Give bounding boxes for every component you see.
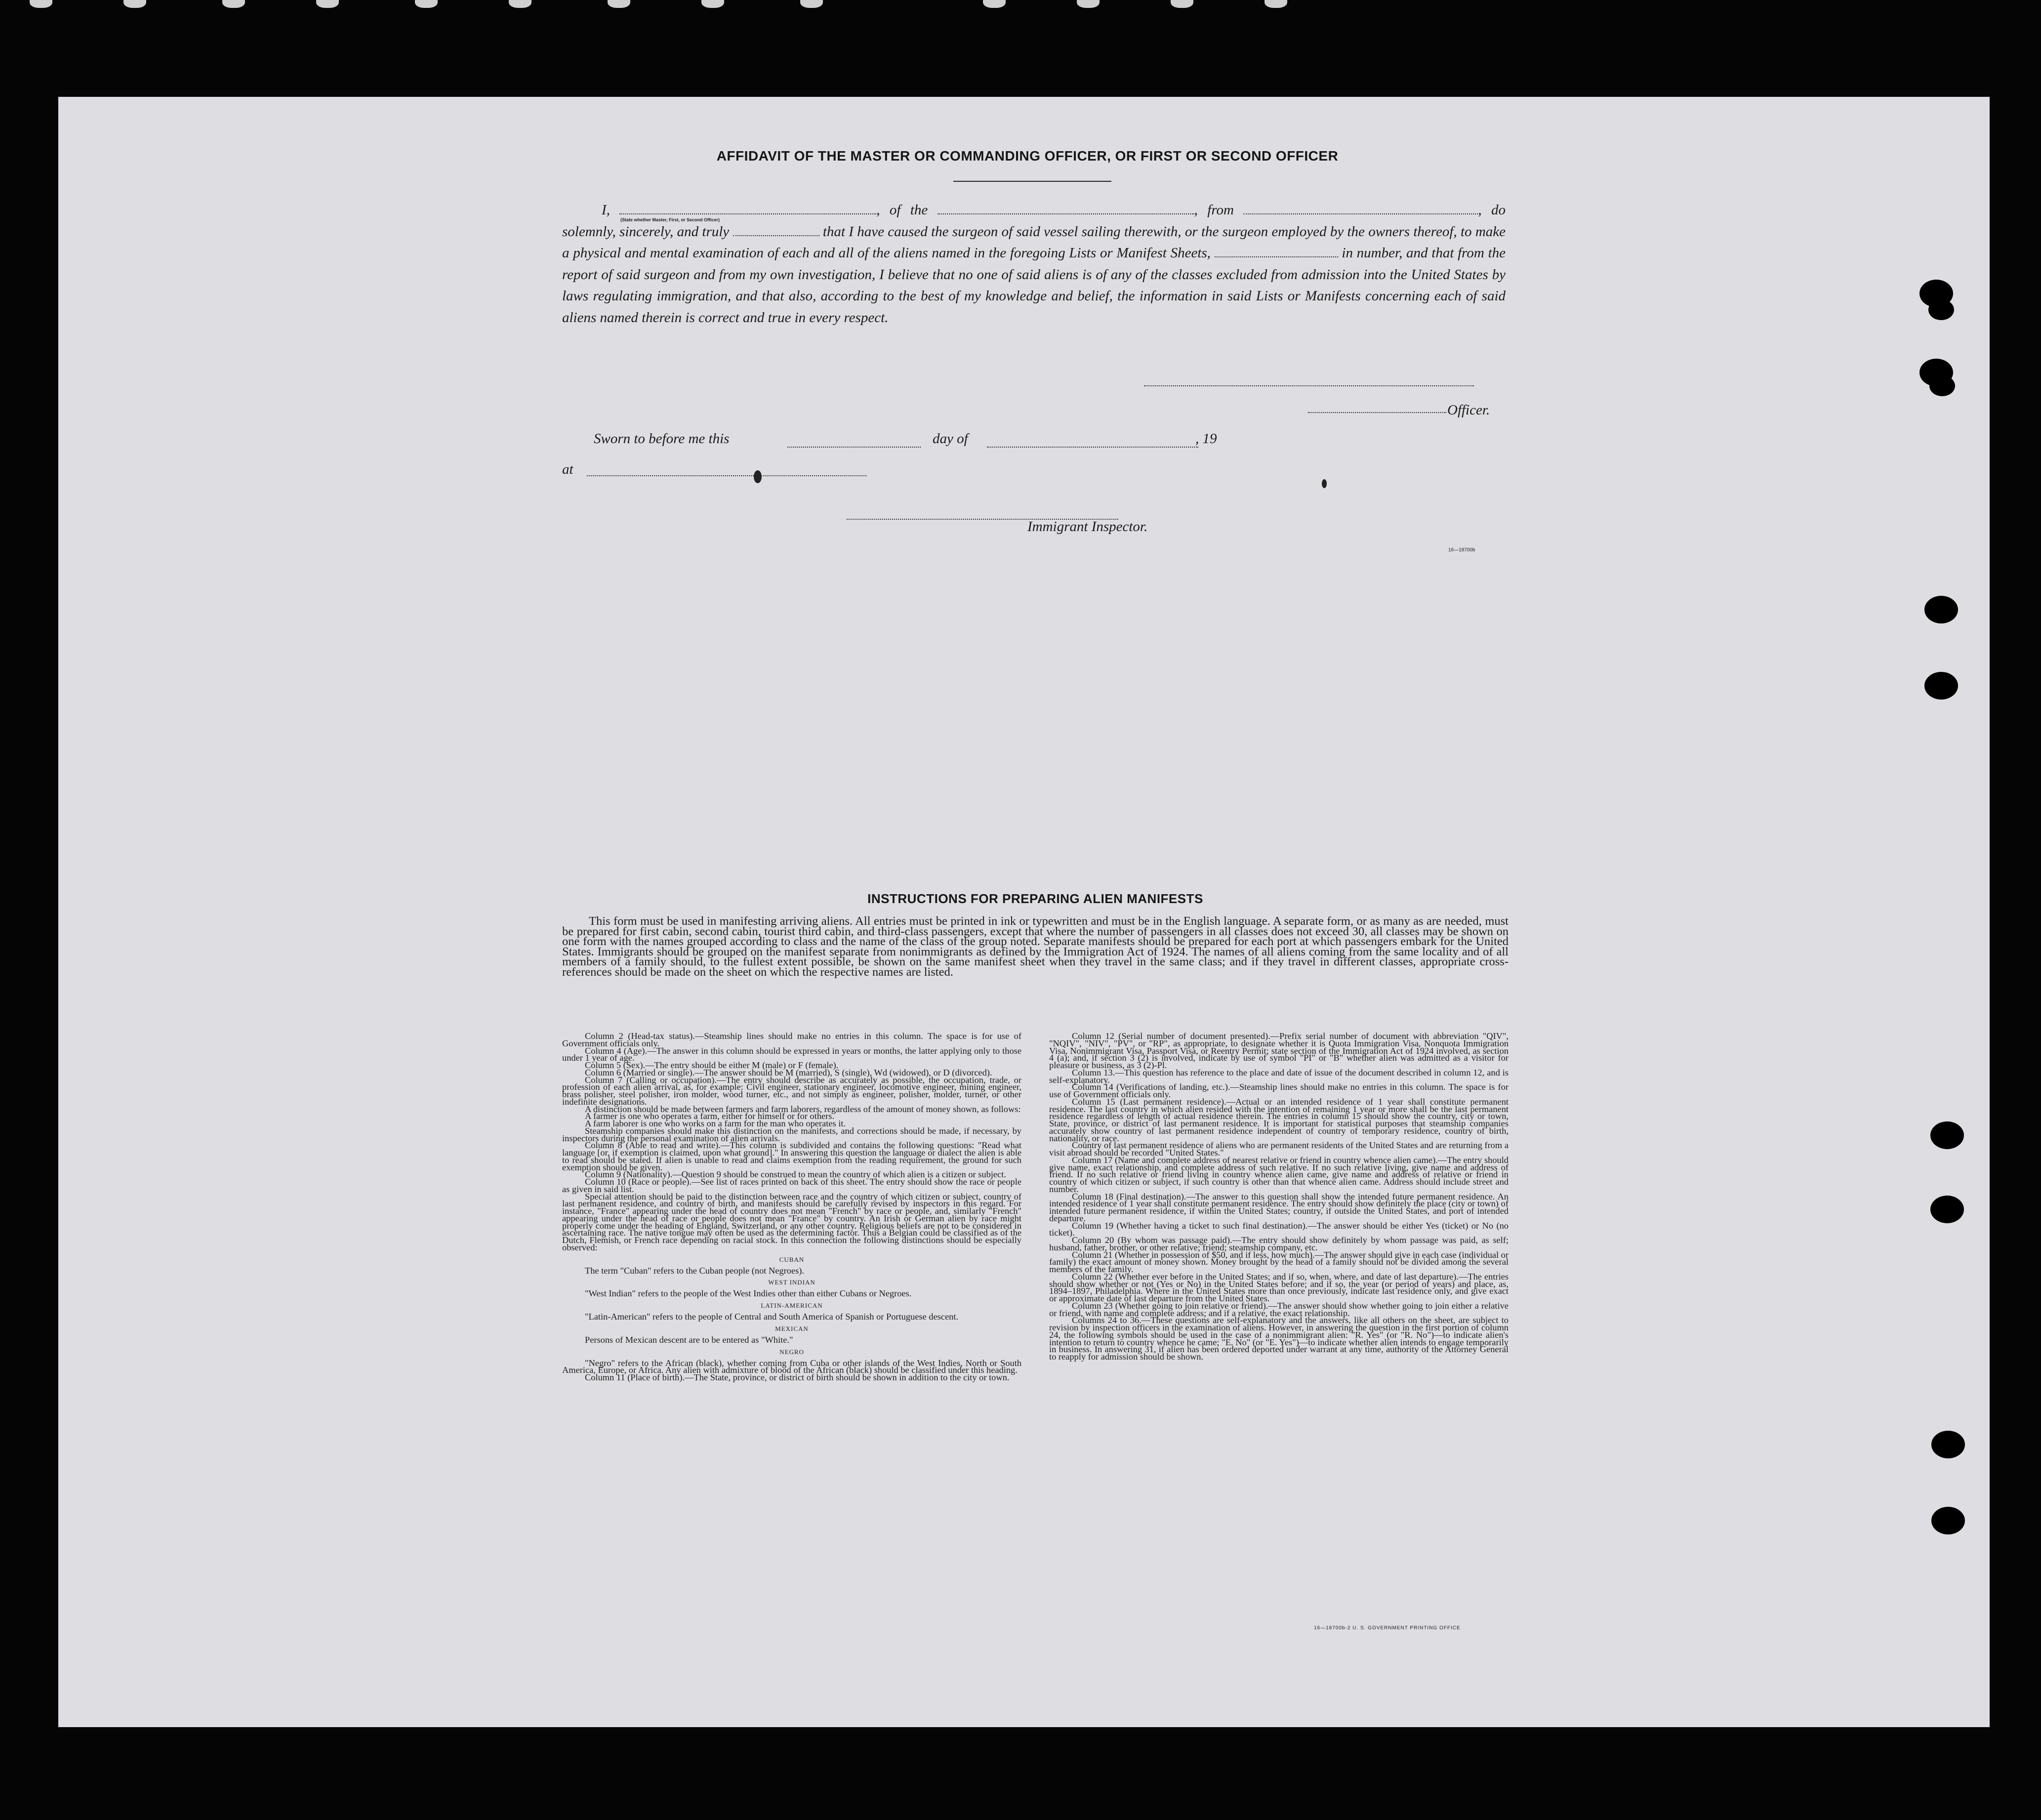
affidavit-title: AFFIDAVIT OF THE MASTER OR COMMANDING OFFICER, OR FIRST OR SECOND OFFICER [716, 148, 1339, 164]
inspector-label: Immigrant Inspector. [1027, 519, 1148, 535]
affidavit-from: , from [1194, 202, 1234, 218]
right-para: Column 18 (Final destination).—The answer to this question shall show the intended future permanent residence. An intended residence of 1 year shall constitute permanent residence. The entry should show definitely the place (city or town) of intended future permanent residence, if within the United States; country, if outside the United States, and port of intended departure. [1049, 1191, 1509, 1223]
left-para: Column 9 (Nationality).—Question 9 should be construed to mean the country of which alien is a citizen or subject. [585, 1169, 1006, 1180]
left-para: A farm laborer is one who works on a farm for the man who operates it. [585, 1118, 846, 1128]
officer-rank-note: (State whether Master, First, or Second Officer) [620, 217, 720, 222]
right-para: Column 19 (Whether having a ticket to such final destination).—The answer should be either Yes (ticket) or No (no ticket). [1049, 1220, 1509, 1238]
form-number: 16—18700b [1448, 547, 1475, 553]
right-para: Columns 24 to 36.—These questions are self-explanatory and the answers, like all others on the sheet, are subject to revision by inspection officers in the examination of aliens. However, in answering the question in the first portion of column 24, the following symbols should be used in the case of a nonimmigrant alien: "R. Yes" (or "R. No")—to indicate alien's intention to return to country whence he came; "E. No" (or "E. Yes")—to indicate whether alien intends to engage temporarily in business. In answering 31, if alien has been ordered deported under warrant at any time, authority of the Attorney General to reapply for admission should be shown. [1049, 1315, 1509, 1362]
instructions-title: INSTRUCTIONS FOR PREPARING ALIEN MANIFESTS [867, 891, 1203, 906]
latin-american-text: "Latin-American" refers to the people of Central and South America of Spanish or Portuguese descent. [585, 1312, 959, 1322]
document-sheet [58, 97, 1990, 1727]
signature-line[interactable] [1144, 385, 1474, 386]
port-field[interactable] [1243, 203, 1478, 214]
affidavit-line-6: laws regulating immigration, and that also, according to the best of my knowledge and belief, the information in said [562, 288, 1252, 304]
affidavit-do: , do [1478, 202, 1506, 218]
left-para: Column 4 (Age).—The answer in this column should be expressed in years or months, the latter applying only to those under 1 year of age. [562, 1045, 1021, 1063]
left-para: Column 8 (Able to read and write).—This column is subdivided and contains the following questions: "Read what language [or, if exemption is claimed, upon what ground]." In answering this question the language or dialect the alien is able to read should be stated. If alien is unable to read and claims exemption from the reading requirement, the ground for such exemption should be given. [562, 1140, 1021, 1172]
right-para: Column 21 (Whether in possession of $50, and if less, how much).—The answer should give in each case (individual or family) the exact amount of money shown. Money brought by the head of a family should not be divided among the several members of the family. [1049, 1249, 1509, 1274]
vessel-field[interactable] [938, 203, 1194, 214]
right-para: Column 20 (By whom was passage paid).—The entry should show definitely by whom passage was paid, as self; husband, father, brother, or other relative; friend; steamship company, etc. [1049, 1235, 1509, 1252]
affidavit-i: I, [602, 202, 610, 218]
punch-hole [1931, 1507, 1965, 1534]
affidavit-line-2a: solemnly, sincerely, and truly [562, 223, 730, 240]
cuban-text: The term "Cuban" refers to the Cuban people (not Negroes). [585, 1265, 804, 1276]
affidavit-of-the: , of the [876, 202, 928, 218]
sworn-day-field[interactable] [787, 447, 921, 448]
right-para: Column 13.—This question has reference to the place and date of issue of the document described in column 12, and is self-explanatory. [1049, 1067, 1509, 1085]
printing-office-footer: 16—18700b-2 U. S. GOVERNMENT PRINTING OFFICE [1314, 1625, 1461, 1631]
solemnly-field[interactable] [733, 224, 819, 236]
right-para: Column 12 (Serial number of document presented).—Prefix serial number of document with abbreviation "QIV", "NQIV", "NIV", "PV", or "RP", as appropriate, to designate whether it is Quota Immigration Visa, Nonquota Immigration Visa, Nonimmigrant Visa, Passport Visa, or Reentry Permit; state section of the Immigration Act of 1924 involved, as section 4 (a); and, if section 3 (2) is involved, indicate by use of symbol "PI" or "B" whether alien was admitted as a visitor for pleasure or business, as 3 (2)-Pl. [1049, 1031, 1509, 1070]
mexican-text: Persons of Mexican descent are to be entered as "White." [585, 1334, 793, 1345]
affidavit-line-7: Lists or Manifests concerning each of said aliens named therein is correct and true in every respect. [562, 288, 1506, 326]
sworn-month-field[interactable] [987, 447, 1198, 448]
left-para: Steamship companies should make this distinction on the manifests, and corrections should be made, if necessary, by inspectors during the personal examination of alien arrivals. [562, 1125, 1021, 1143]
number-field[interactable] [1215, 246, 1338, 257]
right-para: Country of last permanent residence of aliens who are permanent residents of the United States and are returning from a visit abroad should be recorded "United States." [1049, 1140, 1509, 1158]
left-para: Column 10 (Race or people).—See list of races printed on back of this sheet. The entry should show the race or people as given in said list. [562, 1177, 1021, 1194]
affidavit-line-5: investigation, I believe that no one of said aliens is of any of the classes excluded from admission into the United States by [798, 266, 1506, 283]
left-para: Column 5 (Sex).—The entry should be either M (male) or F (female). [585, 1060, 839, 1070]
ink-speck [1322, 479, 1327, 488]
left-para: A farmer is one who operates a farm, either for himself or for others. [585, 1111, 835, 1121]
officer-label: Officer. [1447, 402, 1490, 418]
affidavit-line-3: employed by the owners thereof, to make a physical and mental examination of each and all of the aliens named in the [562, 223, 1506, 261]
negro-text: "Negro" refers to the African (black), whether coming from Cuba or other islands of the West Indies, North or South America, Europe, or Africa. Any alien with admixture of blood of the African (black) should be classified under this heading. [562, 1358, 1021, 1375]
punch-hole [1931, 1431, 1965, 1458]
at-label: at [562, 461, 573, 477]
punch-hole [1930, 1121, 1964, 1149]
affidavit-line-4a: foregoing Lists or Manifest Sheets, [1010, 245, 1211, 261]
affidavit-line-4b: in number, and that from the report of said surgeon and from my own [562, 245, 1506, 283]
right-para: Column 22 (Whether ever before in the United States; and if so, when, where, and date of last departure).—The entries should show whether or not (Yes or No) in the United States before; and if so, the year (or period of years) and place, as, 1894–1897, Philadelphia. Where in the United States more than once previously, indicate last residence only, and give exact or approximate date of last departure from the United States. [1049, 1271, 1509, 1303]
cuban-heading: CUBAN [779, 1255, 805, 1263]
instructions-intro [562, 916, 1509, 977]
affidavit-line-2b: that I have caused the surgeon of said vessel sailing therewith, or the surgeon [822, 223, 1268, 240]
officer-line[interactable] [1308, 412, 1446, 413]
at-place-field[interactable] [587, 475, 866, 476]
officer-title-field[interactable] [619, 203, 876, 214]
instructions-left-column [562, 1033, 1021, 1381]
left-para: Special attention should be paid to the distinction between race and the country of which citizen or subject, country of last permanent residence, and country of birth, and manifests should be carefully revised by inspectors in this regard. For instance, "France" appearing under the head of country does not mean "French" by race or people, and, similarly "French" appearing under the head of race or people does not mean "France" by country. An Irish or German alien by race might properly come under the heading of England, Switzerland, or any other country. Religious beliefs are not to be considered in ascertaining race. The native tongue may often be used as the determining factor. Thus a Belgian could be classified as of the Dutch, Flemish, or French race depending on racial stock. In this connection the following distinctions should be especially observed: [562, 1191, 1021, 1252]
west-indian-heading: WEST INDIAN [768, 1279, 816, 1286]
left-para: Column 6 (Married or single).—The answer should be M (married), S (single), Wd (widowed), or D (divorced). [585, 1067, 992, 1077]
left-para: Column 7 (Calling or occupation).—The entry should describe as accurately as possible, the occupation, trade, or profession of each alien arrival, as, for example: Civil engineer, stationary engineer, locomotive engineer, mining engineer, brass polisher, steel polisher, iron molder, wood turner, etc., and not simply as engineer, polisher, molder, turner, or other indefinite designations. [562, 1075, 1021, 1107]
punch-hole [1930, 1196, 1964, 1223]
right-para: Column 14 (Verifications of landing, etc.).—Steamship lines should make no entries in this column. The space is for use of Government officials only. [1049, 1082, 1509, 1099]
year-label: , 19 [1195, 431, 1217, 447]
instructions-right-column [1049, 1033, 1509, 1361]
punch-hole [1928, 299, 1954, 320]
punch-hole [1924, 596, 1958, 623]
punch-hole [1924, 672, 1958, 700]
sworn-label: Sworn to before me this [594, 431, 730, 447]
film-edge-strip [0, 0, 2041, 13]
punch-hole [1929, 375, 1955, 396]
right-para: Column 15 (Last permanent residence).—Actual or an intended residence of 1 year shall constitute permanent residence. The last country in which alien resided with the intention of remaining 1 year or more shall be the last permanent residence regardless of length of actual residence therein. The entries in column 15 should show the country, city or town, State, province, or district of last permanent residence. It is important for statistical purposes that steamship companies accurately show country of last permanent residence independent of country of temporary residence, country of birth, nationality, or race. [1049, 1096, 1509, 1143]
title-rule [953, 181, 1111, 182]
column-11-text: Column 11 (Place of birth).—The State, province, or district of birth should be shown in addition to the city or town. [585, 1372, 1010, 1382]
negro-heading: NEGRO [779, 1348, 804, 1356]
affidavit-body [562, 221, 1506, 329]
right-para: Column 17 (Name and complete address of nearest relative or friend in country whence alien came).—The entry should give name, exact relationship, and complete address of such relative. If no such relative living, give name and address of friend. If no such relative or friend living in country whence alien came, give name and address of relative or friend in country of which citizen or subject, if such country is other than that whence alien came. Address should include street and number. [1049, 1155, 1509, 1194]
right-para: Column 23 (Whether going to join relative or friend).—The answer should show whether going to join either a relative or friend, with name and complete address; and if a relative, the exact relationship. [1049, 1300, 1509, 1318]
mexican-heading: MEXICAN [775, 1324, 809, 1332]
left-para: Column 2 (Head-tax status).—Steamship lines should make no entries in this column. The space is for use of Government officials only. [562, 1031, 1021, 1048]
left-para: A distinction should be made between farmers and farm laborers, regardless of the amount of money shown, as follows: [585, 1104, 1021, 1114]
latin-american-heading: LATIN-AMERICAN [761, 1302, 823, 1309]
intro-paragraph: This form must be used in manifesting arriving aliens. All entries must be printed in ink or typewritten and must be in the English language. A separate form, or as many as are needed, must be prepared for first cabin, second cabin, tourist third cabin, and third-class passengers, except that where the number of passengers in all classes does not exceed 30, all classes may be shown on one form with the names grouped according to class and the name of the class of the group noted. Separate manifests should be prepared for each port at which passengers embark for the United States. Immigrants should be grouped on the manifest separate from nonimmigrants as defined by the Immigration Act of 1924. The names of all aliens coming from the same locality and of all members of a family should, to the fullest extent possible, be shown on the same manifest sheet when they travel in the same class; and if they travel in different classes, appropriate cross-references should be made on the sheet on which the respective names are listed. [562, 914, 1509, 979]
day-of-label: day of [933, 431, 968, 447]
west-indian-text: "West Indian" refers to the people of the West Indies other than either Cubans or Negroes. [585, 1288, 912, 1299]
ink-speck [754, 470, 762, 483]
